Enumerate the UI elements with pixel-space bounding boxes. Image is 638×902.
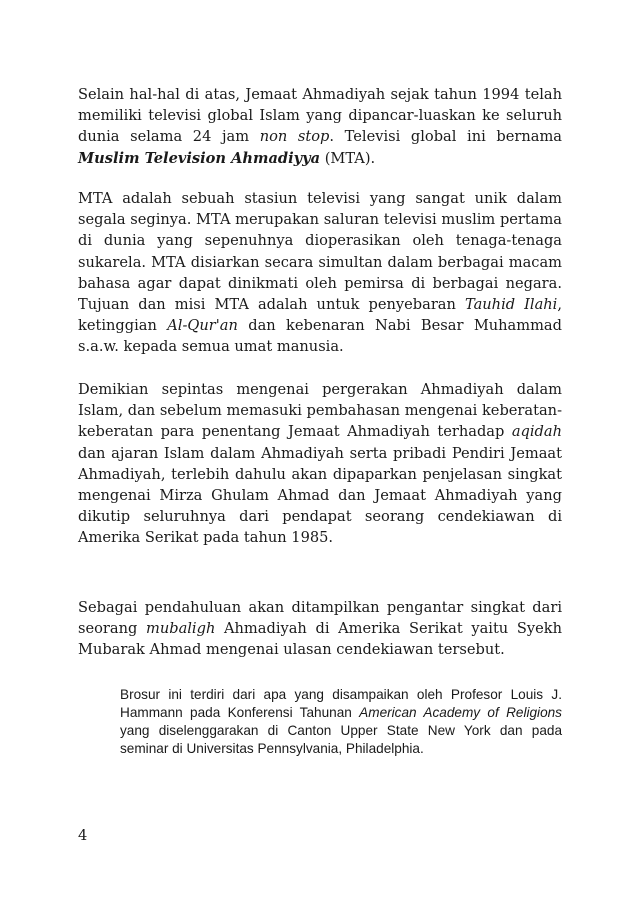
- text-segment-italic: Tauhid Ilahi: [464, 296, 558, 314]
- text-segment: . Televisi global ini bernama: [329, 128, 563, 146]
- text-segment: Brosur ini terdiri dari apa yang disampaikan oleh Profesor Louis J. Hammann pada Konferensi Tahunan: [120, 687, 562, 720]
- page-number: 4: [78, 827, 88, 844]
- text-segment-italic: American Academy of Religions: [359, 705, 562, 720]
- paragraph-mta-intro: [78, 84, 562, 169]
- text-segment: Demikian sepintas mengenai pergerakan Ahmadiyah dalam Islam, dan sebelum memasuki pembahasan mengenai keberatan-keberatan para penentang Jemaat Ahmadiyah terhadap: [78, 381, 562, 441]
- text-segment: , ketinggian: [78, 296, 562, 335]
- text-segment: Selain hal-hal di atas, Jemaat Ahmadiyah sejak tahun 1994 telah memiliki televisi global Islam yang dipancar-luaskan ke seluruh dunia selama 24 jam: [78, 86, 562, 146]
- text-segment: Sebagai pendahuluan akan ditampilkan pengantar singkat dari seorang: [78, 599, 562, 638]
- text-segment: dan kebenaran Nabi Besar Muhammad s.a.w. kepada semua umat manusia.: [78, 317, 562, 356]
- block-quote: [120, 686, 562, 758]
- paragraph-mta-description: [78, 188, 562, 358]
- text-segment-italic: aqidah: [511, 423, 562, 441]
- text-segment: dan ajaran Islam dalam Ahmadiyah serta pribadi Pendiri Jemaat Ahmadiyah, terlebih dahulu akan dipaparkan penjelasan singkat mengenai Mirza Ghulam Ahmad dan Jemaat Ahmadiyah yang dikutip seluruhnya dari pendapat seorang cendekiawan di Amerika Serikat pada tahun 1985.: [78, 444, 562, 547]
- text-segment: (MTA).: [320, 149, 376, 167]
- text-segment-italic: Al-Qur'an: [167, 317, 238, 335]
- text-segment: Ahmadiyah di Amerika Serikat yaitu Syekh Mubarak Ahmad mengenai ulasan cendekiawan tersebut.: [78, 620, 562, 659]
- paragraph-introduction: [78, 597, 562, 661]
- text-segment-italic: non stop: [259, 128, 330, 146]
- text-segment: MTA adalah sebuah stasiun televisi yang sangat unik dalam segala seginya. MTA merupakan saluran televisi muslim pertama di dunia yang sepenuhnya dioperasikan oleh tenaga-tenaga sukarela. MTA disiarkan secara simultan dalam berbagai macam bahasa agar dapat dinikmati oleh pemirsa di berbagai negara. Tujuan dan misi MTA adalah untuk penyebaran: [78, 190, 562, 314]
- text-segment-italic: mubaligh: [145, 620, 216, 638]
- text-segment: yang diselenggarakan di Canton Upper State New York dan pada seminar di Universitas Pennsylvania, Philadelphia.: [120, 723, 562, 756]
- text-segment-bold-italic: Muslim Television Ahmadiyya: [78, 149, 321, 167]
- paragraph-ahmadiyah-overview: [78, 379, 562, 549]
